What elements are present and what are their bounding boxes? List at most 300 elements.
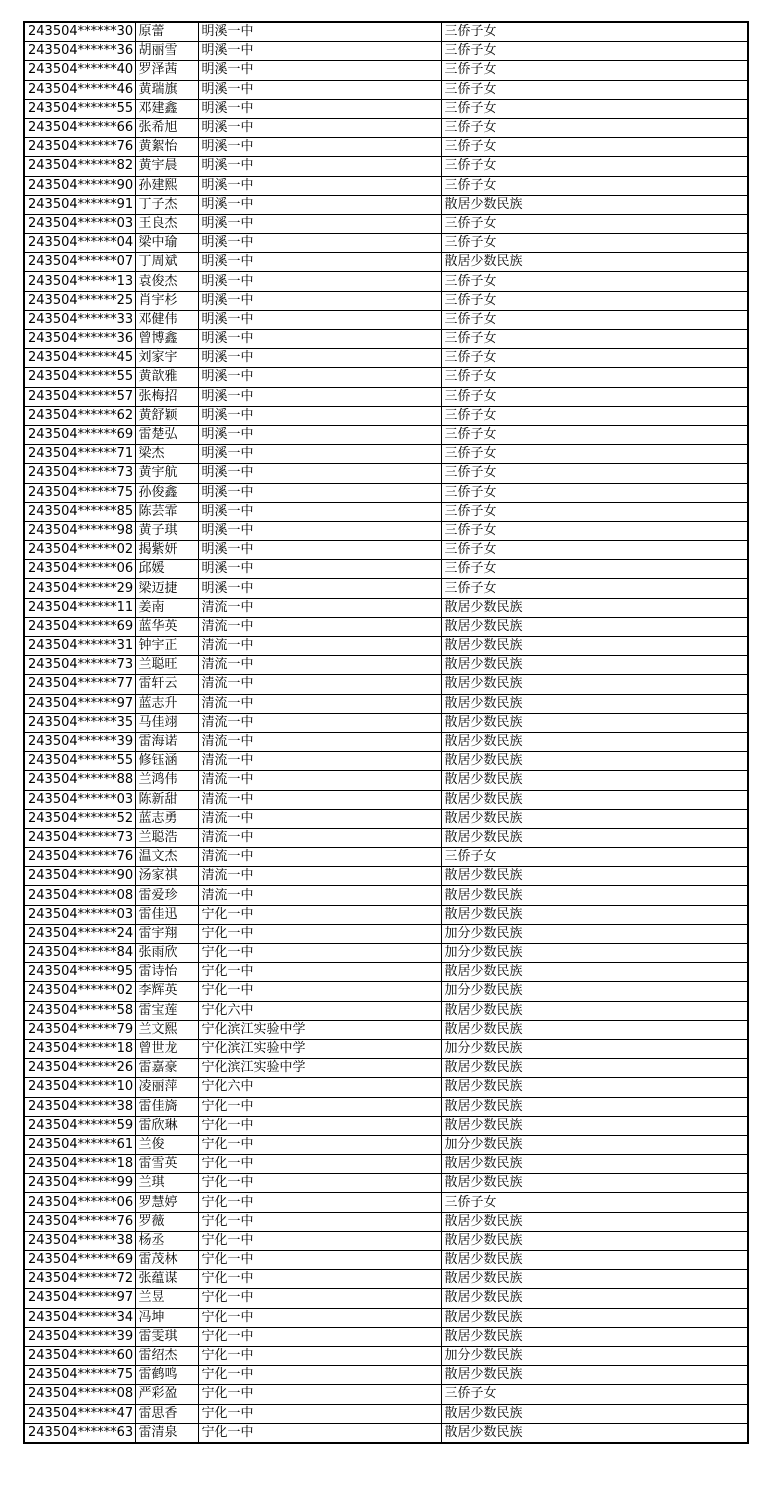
category-cell: 三侨子女: [441, 157, 748, 176]
category-cell: 三侨子女: [441, 349, 748, 368]
school-cell: 宁化滨江实验中学: [198, 1059, 441, 1078]
student-name-cell: 梁杰: [135, 445, 198, 464]
school-cell: 宁化一中: [198, 1366, 441, 1385]
student-name-cell: 黄子琪: [135, 521, 198, 540]
table-row: [24, 1020, 748, 1039]
school-cell: 宁化一中: [198, 1231, 441, 1250]
table-row: [24, 445, 748, 464]
exam-id-cell: 243504******33: [24, 310, 135, 329]
table-row: [24, 598, 748, 617]
exam-id-cell: 243504******03: [24, 790, 135, 809]
table-row: [24, 464, 748, 483]
category-cell: 三侨子女: [441, 61, 748, 80]
school-cell: 宁化一中: [198, 1097, 441, 1116]
table-row: [24, 1193, 748, 1212]
school-cell: 明溪一中: [198, 291, 441, 310]
student-name-cell: 李辉英: [135, 982, 198, 1001]
category-cell: 散居少数民族: [441, 732, 748, 751]
table-row: [24, 809, 748, 828]
category-cell: 三侨子女: [441, 118, 748, 137]
exam-id-cell: 243504******76: [24, 1212, 135, 1231]
exam-id-cell: 243504******13: [24, 272, 135, 291]
category-cell: 加分少数民族: [441, 982, 748, 1001]
exam-id-cell: 243504******02: [24, 982, 135, 1001]
table-row: [24, 1289, 748, 1308]
table-row: [24, 963, 748, 982]
school-cell: 宁化一中: [198, 1193, 441, 1212]
exam-id-cell: 243504******06: [24, 560, 135, 579]
school-cell: 宁化一中: [198, 1423, 441, 1443]
table-row: [24, 99, 748, 118]
student-name-cell: 孙建熙: [135, 176, 198, 195]
student-name-cell: 严彩盈: [135, 1385, 198, 1404]
table-row: [24, 483, 748, 502]
table-row: [24, 1346, 748, 1365]
student-name-cell: 雷欣琳: [135, 1116, 198, 1135]
table-row: [24, 1404, 748, 1423]
exam-id-cell: 243504******55: [24, 99, 135, 118]
student-name-cell: 罗慧婷: [135, 1193, 198, 1212]
exam-id-cell: 243504******02: [24, 541, 135, 560]
category-cell: 三侨子女: [441, 138, 748, 157]
table-row: [24, 694, 748, 713]
table-row: [24, 579, 748, 598]
exam-id-cell: 243504******38: [24, 1231, 135, 1250]
category-cell: 三侨子女: [441, 445, 748, 464]
category-cell: 三侨子女: [441, 502, 748, 521]
category-cell: 散居少数民族: [441, 752, 748, 771]
category-cell: 散居少数民族: [441, 713, 748, 732]
school-cell: 宁化一中: [198, 944, 441, 963]
category-cell: 散居少数民族: [441, 1423, 748, 1443]
school-cell: 明溪一中: [198, 330, 441, 349]
exam-id-cell: 243504******08: [24, 886, 135, 905]
exam-id-cell: 243504******25: [24, 291, 135, 310]
category-cell: 散居少数民族: [441, 1078, 748, 1097]
student-name-cell: 雷思香: [135, 1404, 198, 1423]
school-cell: 明溪一中: [198, 118, 441, 137]
student-name-cell: 雷嘉豪: [135, 1059, 198, 1078]
exam-id-cell: 243504******90: [24, 176, 135, 195]
category-cell: 散居少数民族: [441, 963, 748, 982]
table-row: [24, 848, 748, 867]
student-name-cell: 钟宇正: [135, 637, 198, 656]
student-name-cell: 姜南: [135, 598, 198, 617]
student-name-cell: 黄宇晨: [135, 157, 198, 176]
student-name-cell: 雷绍杰: [135, 1346, 198, 1365]
student-list-table: [23, 21, 749, 1444]
school-cell: 明溪一中: [198, 521, 441, 540]
category-cell: 三侨子女: [441, 579, 748, 598]
table-row: [24, 1078, 748, 1097]
student-name-cell: 张蕴谋: [135, 1270, 198, 1289]
category-cell: 三侨子女: [441, 387, 748, 406]
student-name-cell: 雷海诺: [135, 732, 198, 751]
category-cell: 散居少数民族: [441, 790, 748, 809]
school-cell: 明溪一中: [198, 42, 441, 61]
category-cell: 散居少数民族: [441, 905, 748, 924]
student-name-cell: 蓝志升: [135, 694, 198, 713]
category-cell: 散居少数民族: [441, 1212, 748, 1231]
category-cell: 三侨子女: [441, 176, 748, 195]
category-cell: 三侨子女: [441, 1385, 748, 1404]
exam-id-cell: 243504******03: [24, 905, 135, 924]
category-cell: 三侨子女: [441, 425, 748, 444]
exam-id-cell: 243504******88: [24, 771, 135, 790]
school-cell: 明溪一中: [198, 99, 441, 118]
table-row: [24, 752, 748, 771]
category-cell: 三侨子女: [441, 234, 748, 253]
table-row: [24, 1059, 748, 1078]
exam-id-cell: 243504******18: [24, 1039, 135, 1058]
school-cell: 明溪一中: [198, 483, 441, 502]
exam-id-cell: 243504******75: [24, 483, 135, 502]
category-cell: 三侨子女: [441, 214, 748, 233]
exam-id-cell: 243504******82: [24, 157, 135, 176]
school-cell: 宁化一中: [198, 1212, 441, 1231]
category-cell: 加分少数民族: [441, 1346, 748, 1365]
school-cell: 明溪一中: [198, 445, 441, 464]
student-name-cell: 邱媛: [135, 560, 198, 579]
school-cell: 清流一中: [198, 598, 441, 617]
table-row: [24, 944, 748, 963]
table-row: [24, 368, 748, 387]
student-name-cell: 黄宇航: [135, 464, 198, 483]
table-row: [24, 61, 748, 80]
table-row: [24, 1097, 748, 1116]
table-row: [24, 118, 748, 137]
table-row: [24, 713, 748, 732]
category-cell: 三侨子女: [441, 560, 748, 579]
student-name-cell: 王良杰: [135, 214, 198, 233]
school-cell: 清流一中: [198, 809, 441, 828]
table-row: [24, 1155, 748, 1174]
exam-id-cell: 243504******57: [24, 387, 135, 406]
exam-id-cell: 243504******29: [24, 579, 135, 598]
exam-id-cell: 243504******03: [24, 214, 135, 233]
student-name-cell: 兰文熙: [135, 1020, 198, 1039]
category-cell: 三侨子女: [441, 406, 748, 425]
table-row: [24, 1001, 748, 1020]
category-cell: 三侨子女: [441, 42, 748, 61]
student-name-cell: 邓建鑫: [135, 99, 198, 118]
table-row: [24, 195, 748, 214]
student-name-cell: 黄瑞旗: [135, 80, 198, 99]
category-cell: 散居少数民族: [441, 1231, 748, 1250]
exam-id-cell: 243504******76: [24, 138, 135, 157]
category-cell: 散居少数民族: [441, 809, 748, 828]
student-name-cell: 兰聪浩: [135, 828, 198, 847]
exam-id-cell: 243504******73: [24, 828, 135, 847]
student-name-cell: 雷轩云: [135, 675, 198, 694]
table-row: [24, 291, 748, 310]
student-name-cell: 雷茂林: [135, 1251, 198, 1270]
school-cell: 宁化一中: [198, 1346, 441, 1365]
exam-id-cell: 243504******72: [24, 1270, 135, 1289]
category-cell: 散居少数民族: [441, 771, 748, 790]
school-cell: 清流一中: [198, 656, 441, 675]
school-cell: 明溪一中: [198, 253, 441, 272]
exam-id-cell: 243504******77: [24, 675, 135, 694]
student-name-cell: 雷爱珍: [135, 886, 198, 905]
school-cell: 宁化一中: [198, 963, 441, 982]
exam-id-cell: 243504******59: [24, 1116, 135, 1135]
category-cell: 散居少数民族: [441, 1020, 748, 1039]
exam-id-cell: 243504******63: [24, 1423, 135, 1443]
school-cell: 明溪一中: [198, 195, 441, 214]
table-row: [24, 214, 748, 233]
table-row: [24, 157, 748, 176]
exam-id-cell: 243504******10: [24, 1078, 135, 1097]
student-name-cell: 刘家宇: [135, 349, 198, 368]
table-row: [24, 905, 748, 924]
student-name-cell: 孙俊鑫: [135, 483, 198, 502]
student-name-cell: 雷诗怡: [135, 963, 198, 982]
category-cell: 散居少数民族: [441, 637, 748, 656]
exam-id-cell: 243504******06: [24, 1193, 135, 1212]
school-cell: 宁化一中: [198, 1404, 441, 1423]
school-cell: 明溪一中: [198, 272, 441, 291]
table-row: [24, 330, 748, 349]
student-name-cell: 罗泽茜: [135, 61, 198, 80]
exam-id-cell: 243504******58: [24, 1001, 135, 1020]
school-cell: 明溪一中: [198, 387, 441, 406]
student-name-cell: 雷楚弘: [135, 425, 198, 444]
exam-id-cell: 243504******91: [24, 195, 135, 214]
student-name-cell: 兰鸿伟: [135, 771, 198, 790]
exam-id-cell: 243504******90: [24, 867, 135, 886]
exam-id-cell: 243504******97: [24, 694, 135, 713]
category-cell: 散居少数民族: [441, 675, 748, 694]
school-cell: 清流一中: [198, 867, 441, 886]
exam-id-cell: 243504******84: [24, 944, 135, 963]
exam-id-cell: 243504******39: [24, 1327, 135, 1346]
category-cell: 散居少数民族: [441, 1116, 748, 1135]
category-cell: 散居少数民族: [441, 598, 748, 617]
category-cell: 散居少数民族: [441, 694, 748, 713]
student-name-cell: 张雨欣: [135, 944, 198, 963]
school-cell: 明溪一中: [198, 368, 441, 387]
table-row: [24, 1423, 748, 1443]
table-row: [24, 310, 748, 329]
category-cell: 散居少数民族: [441, 1059, 748, 1078]
school-cell: 宁化滨江实验中学: [198, 1020, 441, 1039]
student-name-cell: 蓝志勇: [135, 809, 198, 828]
table-row: [24, 541, 748, 560]
student-name-cell: 梁中瑜: [135, 234, 198, 253]
table-row: [24, 1039, 748, 1058]
school-cell: 宁化一中: [198, 1327, 441, 1346]
exam-id-cell: 243504******79: [24, 1020, 135, 1039]
category-cell: 三侨子女: [441, 368, 748, 387]
category-cell: 三侨子女: [441, 22, 748, 42]
table-row: [24, 1251, 748, 1270]
school-cell: 宁化滨江实验中学: [198, 1039, 441, 1058]
student-name-cell: 原蕾: [135, 22, 198, 42]
student-name-cell: 陈新甜: [135, 790, 198, 809]
table-row: [24, 22, 748, 42]
category-cell: 三侨子女: [441, 99, 748, 118]
table-row: [24, 867, 748, 886]
student-name-cell: 黄歆雅: [135, 368, 198, 387]
exam-id-cell: 243504******36: [24, 330, 135, 349]
category-cell: 三侨子女: [441, 1193, 748, 1212]
school-cell: 宁化一中: [198, 905, 441, 924]
category-cell: 三侨子女: [441, 464, 748, 483]
category-cell: 三侨子女: [441, 541, 748, 560]
school-cell: 宁化一中: [198, 924, 441, 943]
table-row: [24, 828, 748, 847]
school-cell: 清流一中: [198, 771, 441, 790]
school-cell: 明溪一中: [198, 138, 441, 157]
school-cell: 清流一中: [198, 675, 441, 694]
exam-id-cell: 243504******99: [24, 1174, 135, 1193]
category-cell: 散居少数民族: [441, 1404, 748, 1423]
student-name-cell: 丁子杰: [135, 195, 198, 214]
category-cell: 散居少数民族: [441, 1289, 748, 1308]
category-cell: 三侨子女: [441, 272, 748, 291]
exam-id-cell: 243504******66: [24, 118, 135, 137]
category-cell: 散居少数民族: [441, 867, 748, 886]
table-row: [24, 924, 748, 943]
student-name-cell: 兰俊: [135, 1135, 198, 1154]
table-row: [24, 1270, 748, 1289]
student-name-cell: 梁迈捷: [135, 579, 198, 598]
exam-id-cell: 243504******11: [24, 598, 135, 617]
table-row: [24, 521, 748, 540]
exam-id-cell: 243504******04: [24, 234, 135, 253]
school-cell: 清流一中: [198, 732, 441, 751]
student-name-cell: 张希旭: [135, 118, 198, 137]
school-cell: 宁化一中: [198, 1385, 441, 1404]
school-cell: 宁化一中: [198, 1289, 441, 1308]
student-name-cell: 陈芸霏: [135, 502, 198, 521]
exam-id-cell: 243504******76: [24, 848, 135, 867]
exam-id-cell: 243504******45: [24, 349, 135, 368]
student-name-cell: 汤家祺: [135, 867, 198, 886]
category-cell: 三侨子女: [441, 848, 748, 867]
category-cell: 加分少数民族: [441, 1135, 748, 1154]
exam-id-cell: 243504******34: [24, 1308, 135, 1327]
school-cell: 宁化六中: [198, 1078, 441, 1097]
category-cell: 散居少数民族: [441, 886, 748, 905]
table-row: [24, 272, 748, 291]
table-row: [24, 1327, 748, 1346]
school-cell: 明溪一中: [198, 234, 441, 253]
table-row: [24, 656, 748, 675]
exam-id-cell: 243504******73: [24, 656, 135, 675]
student-name-cell: 张梅招: [135, 387, 198, 406]
school-cell: 明溪一中: [198, 61, 441, 80]
student-name-cell: 凌丽萍: [135, 1078, 198, 1097]
exam-id-cell: 243504******40: [24, 61, 135, 80]
school-cell: 明溪一中: [198, 560, 441, 579]
exam-id-cell: 243504******39: [24, 732, 135, 751]
category-cell: 散居少数民族: [441, 1001, 748, 1020]
table-row: [24, 1135, 748, 1154]
category-cell: 散居少数民族: [441, 1270, 748, 1289]
school-cell: 明溪一中: [198, 214, 441, 233]
table-row: [24, 637, 748, 656]
school-cell: 宁化一中: [198, 1174, 441, 1193]
exam-id-cell: 243504******26: [24, 1059, 135, 1078]
table-row: [24, 790, 748, 809]
exam-id-cell: 243504******30: [24, 22, 135, 42]
table-row: [24, 234, 748, 253]
student-name-cell: 黄舒颖: [135, 406, 198, 425]
exam-id-cell: 243504******55: [24, 368, 135, 387]
student-name-cell: 雷佳旖: [135, 1097, 198, 1116]
exam-id-cell: 243504******07: [24, 253, 135, 272]
student-name-cell: 杨丞: [135, 1231, 198, 1250]
category-cell: 散居少数民族: [441, 1155, 748, 1174]
student-name-cell: 雷雪英: [135, 1155, 198, 1174]
school-cell: 宁化一中: [198, 1270, 441, 1289]
exam-id-cell: 243504******73: [24, 464, 135, 483]
student-name-cell: 雷鹤鸣: [135, 1366, 198, 1385]
exam-id-cell: 243504******71: [24, 445, 135, 464]
school-cell: 明溪一中: [198, 502, 441, 521]
student-name-cell: 肖宇杉: [135, 291, 198, 310]
school-cell: 宁化一中: [198, 1155, 441, 1174]
school-cell: 明溪一中: [198, 349, 441, 368]
school-cell: 清流一中: [198, 617, 441, 636]
table-row: [24, 675, 748, 694]
student-name-cell: 胡丽雪: [135, 42, 198, 61]
category-cell: 三侨子女: [441, 291, 748, 310]
table-row: [24, 560, 748, 579]
exam-id-cell: 243504******55: [24, 752, 135, 771]
table-row: [24, 1308, 748, 1327]
school-cell: 清流一中: [198, 694, 441, 713]
table-row: [24, 886, 748, 905]
category-cell: 散居少数民族: [441, 1251, 748, 1270]
student-name-cell: 雷宝莲: [135, 1001, 198, 1020]
school-cell: 清流一中: [198, 752, 441, 771]
school-cell: 宁化一中: [198, 1308, 441, 1327]
exam-id-cell: 243504******36: [24, 42, 135, 61]
exam-id-cell: 243504******85: [24, 502, 135, 521]
table-row: [24, 732, 748, 751]
school-cell: 清流一中: [198, 790, 441, 809]
school-cell: 清流一中: [198, 637, 441, 656]
table-row: [24, 406, 748, 425]
exam-id-cell: 243504******31: [24, 637, 135, 656]
category-cell: 散居少数民族: [441, 1308, 748, 1327]
school-cell: 明溪一中: [198, 80, 441, 99]
student-name-cell: 冯坤: [135, 1308, 198, 1327]
table-row: [24, 253, 748, 272]
school-cell: 宁化六中: [198, 1001, 441, 1020]
school-cell: 明溪一中: [198, 579, 441, 598]
exam-id-cell: 243504******38: [24, 1097, 135, 1116]
student-name-cell: 马佳翊: [135, 713, 198, 732]
student-name-cell: 曾博鑫: [135, 330, 198, 349]
category-cell: 加分少数民族: [441, 924, 748, 943]
category-cell: 三侨子女: [441, 310, 748, 329]
category-cell: 三侨子女: [441, 80, 748, 99]
category-cell: 加分少数民族: [441, 944, 748, 963]
exam-id-cell: 243504******35: [24, 713, 135, 732]
school-cell: 清流一中: [198, 828, 441, 847]
school-cell: 宁化一中: [198, 1135, 441, 1154]
student-name-cell: 兰昱: [135, 1289, 198, 1308]
school-cell: 明溪一中: [198, 176, 441, 195]
student-name-cell: 袁俊杰: [135, 272, 198, 291]
student-name-cell: 兰琪: [135, 1174, 198, 1193]
exam-id-cell: 243504******97: [24, 1289, 135, 1308]
school-cell: 宁化一中: [198, 982, 441, 1001]
